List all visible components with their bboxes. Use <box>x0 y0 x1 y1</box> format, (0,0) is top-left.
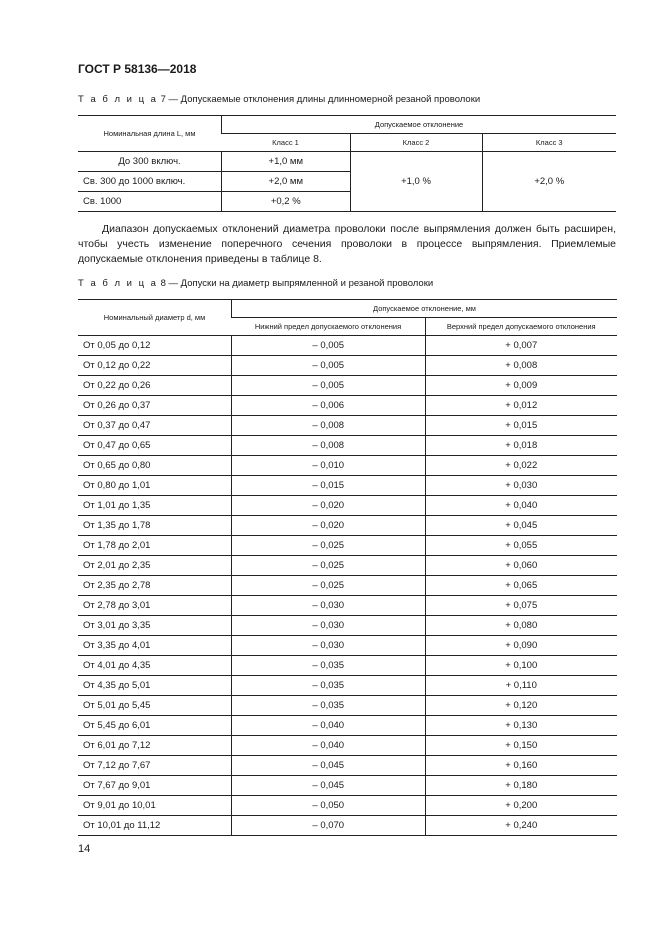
table-row <box>78 756 617 776</box>
diameter-cell: От 1,01 до 1,35 <box>78 496 232 516</box>
class1-cell: +0,2 % <box>222 192 351 212</box>
upper-limit-cell: + 0,160 <box>425 756 617 776</box>
upper-limit-cell: + 0,200 <box>425 796 617 816</box>
caption-number: 7 <box>160 94 166 105</box>
upper-limit-cell: + 0,120 <box>425 696 617 716</box>
table-row <box>78 596 617 616</box>
diameter-cell: От 0,37 до 0,47 <box>78 416 232 436</box>
diameter-cell: От 3,35 до 4,01 <box>78 636 232 656</box>
table-row <box>78 636 617 656</box>
table-row <box>78 816 617 836</box>
upper-limit-cell: + 0,180 <box>425 776 617 796</box>
lower-limit-cell: – 0,040 <box>232 736 426 756</box>
diameter-cell: От 7,67 до 9,01 <box>78 776 232 796</box>
table-row <box>78 536 617 556</box>
col-header: Номинальная длина L, мм <box>78 116 222 152</box>
lower-limit-cell: – 0,005 <box>232 376 426 396</box>
upper-limit-cell: + 0,045 <box>425 516 617 536</box>
upper-limit-cell: + 0,150 <box>425 736 617 756</box>
diameter-cell: От 0,65 до 0,80 <box>78 456 232 476</box>
lower-limit-cell: – 0,020 <box>232 496 426 516</box>
diameter-cell: От 3,01 до 3,35 <box>78 616 232 636</box>
document-id: ГОСТ Р 58136—2018 <box>78 62 197 76</box>
table-row <box>78 152 616 172</box>
caption-label: Т а б л и ц а <box>78 94 158 105</box>
diameter-cell: От 4,01 до 4,35 <box>78 656 232 676</box>
lower-limit-cell: – 0,035 <box>232 656 426 676</box>
lower-limit-cell: – 0,045 <box>232 756 426 776</box>
table-8 <box>78 299 617 836</box>
page-number: 14 <box>78 843 91 855</box>
table8-caption <box>78 278 433 289</box>
upper-limit-cell: + 0,080 <box>425 616 617 636</box>
diameter-cell: От 0,22 до 0,26 <box>78 376 232 396</box>
table-row <box>78 336 617 356</box>
col-header: Номинальный диаметр d, мм <box>78 300 232 336</box>
upper-limit-cell: + 0,090 <box>425 636 617 656</box>
lower-limit-header: Нижний предел допускаемого отклонения <box>232 318 426 336</box>
diameter-cell: От 0,12 до 0,22 <box>78 356 232 376</box>
lower-limit-cell: – 0,035 <box>232 696 426 716</box>
upper-limit-cell: + 0,012 <box>425 396 617 416</box>
lower-limit-cell: – 0,030 <box>232 636 426 656</box>
table-row <box>78 656 617 676</box>
diameter-cell: От 0,26 до 0,37 <box>78 396 232 416</box>
class2-cell: +1,0 % <box>350 152 482 212</box>
table-row <box>78 696 617 716</box>
class3-cell: +2,0 % <box>482 152 616 212</box>
upper-limit-cell: + 0,240 <box>425 816 617 836</box>
upper-limit-cell: + 0,130 <box>425 716 617 736</box>
table-row <box>78 416 617 436</box>
lower-limit-cell: – 0,005 <box>232 336 426 356</box>
table-row <box>78 456 617 476</box>
caption-label: Т а б л и ц а <box>78 278 158 289</box>
lower-limit-cell: – 0,020 <box>232 516 426 536</box>
lower-limit-cell: – 0,008 <box>232 416 426 436</box>
lower-limit-cell: – 0,010 <box>232 456 426 476</box>
upper-limit-cell: + 0,075 <box>425 596 617 616</box>
diameter-cell: От 10,01 до 11,12 <box>78 816 232 836</box>
diameter-cell: От 4,35 до 5,01 <box>78 676 232 696</box>
lower-limit-cell: – 0,035 <box>232 676 426 696</box>
class1-cell: +1,0 мм <box>222 152 351 172</box>
table-row <box>78 796 617 816</box>
lower-limit-cell: – 0,005 <box>232 356 426 376</box>
upper-limit-cell: + 0,065 <box>425 576 617 596</box>
upper-limit-cell: + 0,100 <box>425 656 617 676</box>
table-row <box>78 476 617 496</box>
table-row <box>78 436 617 456</box>
table-row <box>78 396 617 416</box>
table-row <box>78 716 617 736</box>
class-header: Класс 3 <box>482 134 616 152</box>
upper-limit-cell: + 0,040 <box>425 496 617 516</box>
caption-title: — Допускаемые отклонения длины длинномерной резаной проволоки <box>168 94 481 105</box>
table-row <box>78 516 617 536</box>
upper-limit-cell: + 0,015 <box>425 416 617 436</box>
upper-limit-cell: + 0,008 <box>425 356 617 376</box>
diameter-cell: От 1,78 до 2,01 <box>78 536 232 556</box>
table-row <box>78 576 617 596</box>
length-cell: Св. 1000 <box>78 192 222 212</box>
upper-limit-cell: + 0,030 <box>425 476 617 496</box>
diameter-cell: От 2,35 до 2,78 <box>78 576 232 596</box>
diameter-cell: От 7,12 до 7,67 <box>78 756 232 776</box>
table-row <box>78 676 617 696</box>
group-header: Допускаемое отклонение, мм <box>232 300 618 318</box>
class1-cell: +2,0 мм <box>222 172 351 192</box>
length-cell: До 300 включ. <box>78 152 222 172</box>
diameter-cell: От 6,01 до 7,12 <box>78 736 232 756</box>
body-paragraph: Диапазон допускаемых отклонений диаметра проволоки после выпрямления должен быть расширен, чтобы учесть изменение поперечного сечения проволоки в процессе выпрямления. Приемлемые допускаемые отклонения приведены в таблице 8. <box>78 223 616 265</box>
group-header: Допускаемое отклонение <box>222 116 617 134</box>
lower-limit-cell: – 0,025 <box>232 536 426 556</box>
upper-limit-cell: + 0,007 <box>425 336 617 356</box>
table-row <box>78 776 617 796</box>
upper-limit-cell: + 0,009 <box>425 376 617 396</box>
upper-limit-cell: + 0,022 <box>425 456 617 476</box>
length-cell: Св. 300 до 1000 включ. <box>78 172 222 192</box>
table-row <box>78 496 617 516</box>
diameter-cell: От 2,01 до 2,35 <box>78 556 232 576</box>
table-row <box>78 736 617 756</box>
caption-number: 8 <box>160 278 166 289</box>
table-row <box>78 376 617 396</box>
lower-limit-cell: – 0,070 <box>232 816 426 836</box>
lower-limit-cell: – 0,025 <box>232 576 426 596</box>
lower-limit-cell: – 0,006 <box>232 396 426 416</box>
lower-limit-cell: – 0,030 <box>232 596 426 616</box>
diameter-cell: От 0,05 до 0,12 <box>78 336 232 356</box>
table7-caption <box>78 94 480 105</box>
table-row <box>78 616 617 636</box>
diameter-cell: От 5,45 до 6,01 <box>78 716 232 736</box>
upper-limit-cell: + 0,018 <box>425 436 617 456</box>
lower-limit-cell: – 0,008 <box>232 436 426 456</box>
diameter-cell: От 0,80 до 1,01 <box>78 476 232 496</box>
diameter-cell: От 1,35 до 1,78 <box>78 516 232 536</box>
diameter-cell: От 5,01 до 5,45 <box>78 696 232 716</box>
table-row <box>78 556 617 576</box>
table-7 <box>78 115 616 212</box>
lower-limit-cell: – 0,050 <box>232 796 426 816</box>
lower-limit-cell: – 0,040 <box>232 716 426 736</box>
upper-limit-cell: + 0,110 <box>425 676 617 696</box>
diameter-cell: От 2,78 до 3,01 <box>78 596 232 616</box>
table-row <box>78 356 617 376</box>
diameter-cell: От 9,01 до 10,01 <box>78 796 232 816</box>
upper-limit-cell: + 0,055 <box>425 536 617 556</box>
diameter-cell: От 0,47 до 0,65 <box>78 436 232 456</box>
caption-title: — Допуски на диаметр выпрямленной и резаной проволоки <box>168 278 434 289</box>
lower-limit-cell: – 0,015 <box>232 476 426 496</box>
lower-limit-cell: – 0,030 <box>232 616 426 636</box>
upper-limit-cell: + 0,060 <box>425 556 617 576</box>
class-header: Класс 2 <box>350 134 482 152</box>
lower-limit-cell: – 0,025 <box>232 556 426 576</box>
upper-limit-header: Верхний предел допускаемого отклонения <box>425 318 617 336</box>
class-header: Класс 1 <box>222 134 351 152</box>
lower-limit-cell: – 0,045 <box>232 776 426 796</box>
